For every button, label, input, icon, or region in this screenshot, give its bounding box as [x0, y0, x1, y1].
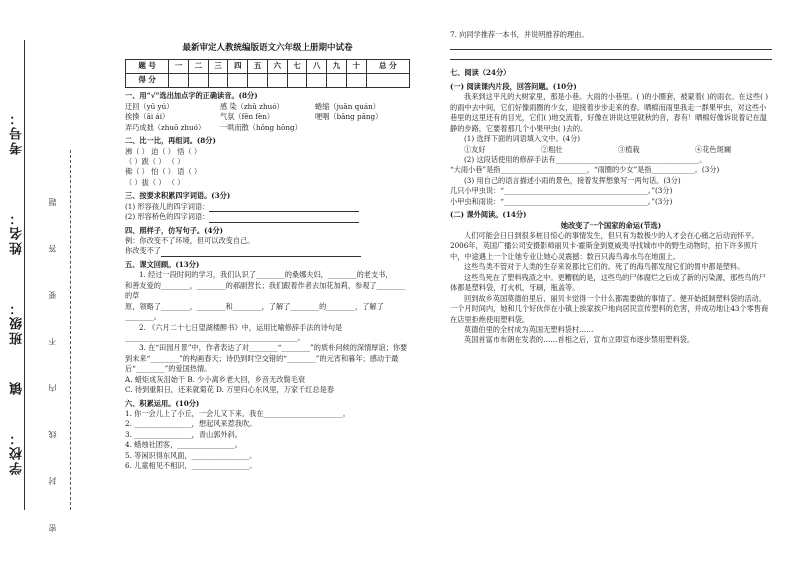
- pinyin-item[interactable]: 迂回（yū yú）: [125, 101, 174, 111]
- pinyin-item[interactable]: 蜷缩（juān quán）: [315, 101, 380, 111]
- score-cell[interactable]: [189, 74, 209, 88]
- score-header-cell: 十: [346, 60, 366, 74]
- school-label: 学校：: [10, 430, 25, 475]
- pinyin-item[interactable]: 感 染（zhǔ zhuó）: [220, 101, 284, 111]
- reading-passage: 我来到这平凡的大树家里，那是小巷。大雨的小巷里。( )的小圈套，被蒙着( )的雨衣。在这些( )的雨中去中间，它们好像雨圈的少女，迎接着步步走来的春。晒棉而雨里我走一群果甲虫，对这些小巷里的这里还有的目光，它们( )地交流着，好像在讲说这里就秋的音，春有！晒棉好像诉说着记在温静的步路，它要着那几个小果甲虫( )去的。: [450, 92, 768, 133]
- review-line[interactable]: 2. 《六月二十七日望湖楼醉书》中，运用比喻修辞手法的诗句是: [139, 322, 343, 332]
- section-7-sub1: (一) 阅读课内片段，回答问题。(10分): [450, 81, 577, 91]
- section-2-title: 二、比一比，再组词。(8分): [125, 136, 216, 146]
- section-1-title: 一、用“√”选出加点字的正确读音。(8分): [125, 91, 258, 101]
- score-header-cell: 五: [248, 60, 268, 74]
- score-header-cell: 总 分: [366, 60, 409, 74]
- number-label: 考号：: [10, 110, 25, 155]
- story-paragraph: 莫德伯里的全村成为英国无塑料袋村……: [464, 324, 594, 334]
- score-header-cell: 四: [228, 60, 248, 74]
- option-item: ②粗壮: [541, 144, 563, 154]
- idiom-prompt: (1) 形容孩儿的四字词语：: [125, 201, 210, 211]
- story-paragraph: 这些鸟类不管对于人类的生存来说都比它们的。死了的海鸟都发现它们的胃中都是塑料。: [464, 262, 745, 272]
- story-paragraph: 这些鸟死在了塑料残渣之中。更糟糕的是，这些鸟的尸体腐烂之后成了新的污染源，那些鸟的尸体都是塑料袋，打火机，牙刷，瓶盖等。: [450, 272, 766, 293]
- choice-option-row: C. 待到重阳日，还来就菊花 D. 万里归心东风里，万家千红总是春: [125, 385, 335, 395]
- question-7: 7. 向同学推荐一本书，并说明推荐的理由。: [450, 30, 589, 39]
- option-item: ①友好: [464, 144, 486, 154]
- idiom-row[interactable]: [125, 202, 410, 212]
- score-header-cell: 七: [287, 60, 307, 74]
- score-cell[interactable]: [307, 74, 327, 88]
- score-header-cell: 一: [169, 60, 189, 74]
- section-7-title: 七、阅读（24分）: [450, 68, 511, 78]
- story-paragraph: 回到故乡英国莫德伯里后，丽贝卡觉得一个什么都需要做的事情了。便开始抵制塑料袋的活动。一个月时间内，她和几个好伙伴在小镇上挨家挨户地向居民宣传塑料的危害，并成功地让43个零售商在店里拒绝使用塑料袋。: [450, 293, 769, 324]
- pinyin-item[interactable]: 气氛（fēn fèn）: [220, 112, 275, 122]
- section-4-title: 四、照样子，仿写句子。(4分): [125, 225, 224, 235]
- fill-line[interactable]: 3. ________________，青山郭外斜。: [125, 429, 242, 439]
- pinyin-item[interactable]: 一哄而散（hǒng hōng）: [220, 122, 302, 132]
- compare-row[interactable]: （ ）拔（ ） （ ）: [125, 177, 185, 187]
- option-list: [450, 145, 772, 155]
- score-cell[interactable]: [267, 74, 287, 88]
- imitate-row[interactable]: [125, 246, 410, 256]
- reading-question-2b[interactable]: “大雨小巷”是指________________________，“雨圈的少女”是指____________。(3分): [450, 165, 720, 175]
- reading-question-3: (3) 用自己的语言描述小雨的景色，接着发挥想象写一两句话。(3分): [464, 175, 681, 185]
- score-cell[interactable]: [346, 74, 366, 88]
- reading-question-1: (1) 选择下面的词语填入文中。(4分): [464, 134, 581, 144]
- score-cell[interactable]: [248, 74, 268, 88]
- score-header-cell: 题 号: [126, 60, 169, 74]
- name-label: 姓名：: [10, 210, 25, 255]
- score-header-cell: 九: [327, 60, 347, 74]
- exam-title: 最新审定人教统编版语文六年级上册期中试卷: [182, 43, 353, 53]
- score-header-cell: 二: [189, 60, 209, 74]
- score-header-row: [126, 60, 410, 74]
- review-line[interactable]: ________________________________________________。: [125, 332, 305, 342]
- score-cell[interactable]: [327, 74, 347, 88]
- township-label: 镇: [10, 380, 25, 395]
- option-item: ④花色斑斓: [695, 144, 731, 154]
- score-header-cell: 八: [307, 60, 327, 74]
- review-line[interactable]: 1. 经过一段时间的学习，我们认识了________的桑娜夫妇，________的老支书，: [139, 270, 393, 280]
- option-item: ③植栽: [618, 144, 640, 154]
- example-sentence: 例：你改变不了环境，但可以改变自己。: [125, 236, 255, 245]
- story-paragraph: 人们可能会日日到很多桩目惊心的事情发生，但只有为数极少的人才会在心痛之后动而怀平。2006年，英国广播公司安摄影师丽贝卡·霍斯金到夏威夷寻找城市中的野生动物时，拍下许多照片中，中途遇上一个让她专业让她心灵震撼：数百只海鸟毒水鸟在地面上。: [450, 231, 759, 261]
- answer-line[interactable]: [450, 50, 772, 60]
- compare-row[interactable]: 佛（ ） 怕（ ） 语（ ）: [125, 167, 202, 177]
- review-line[interactable]: 和善友爱的________，________的郝副营长；我们跟着作者去加花加莉，参观了________的草: [125, 280, 406, 301]
- binding-strip: [0, 0, 110, 562]
- story-title: 她改变了一个国家的命运(节选): [560, 220, 662, 230]
- reading-question-2[interactable]: (2) 这段话使用的修辞手法有________________________________________。: [464, 154, 707, 164]
- pinyin-item[interactable]: 哽咽（bāng pāng）: [315, 112, 383, 122]
- answer-blank[interactable]: [161, 249, 361, 257]
- section-5-title: 五、课文回顾。(13分): [125, 259, 200, 269]
- fill-line[interactable]: 2. ________________，想起风来惹我吹。: [125, 419, 257, 429]
- compare-row[interactable]: （ ）跋（ ） （ ）: [125, 156, 185, 166]
- score-cell[interactable]: [228, 74, 248, 88]
- seal-line-text: 密 封 线 内 不 要 答 题: [48, 180, 57, 532]
- fill-line[interactable]: 4. 蜡烛社团客，________________。: [125, 440, 242, 450]
- score-table: [125, 59, 410, 88]
- score-value-row: [126, 74, 410, 88]
- answer-line[interactable]: [450, 40, 772, 50]
- score-row-label: 得 分: [126, 74, 169, 88]
- right-column: [450, 30, 772, 346]
- score-header-cell: 三: [208, 60, 228, 74]
- review-line[interactable]: 3. 在“田园月景”中，作者表达了对________“________”的质朴问候的深情厚谊；你要到未来“________”的构画春天；诗仍到时空交错的“________”的元宵和暮年；感动于最后“________”的爱国热情。: [125, 343, 408, 374]
- score-header-cell: 六: [267, 60, 287, 74]
- score-cell[interactable]: [169, 74, 189, 88]
- score-cell[interactable]: [208, 74, 228, 88]
- section-1-grid: [125, 102, 410, 133]
- left-column: [125, 42, 410, 472]
- pinyin-item[interactable]: 挨揍（āi ái）: [125, 112, 170, 122]
- reading-question-3c[interactable]: 小甲虫和雨说：“________________________________________。”(3分): [450, 196, 673, 206]
- seal-dashed-line: [70, 150, 72, 510]
- imitate-prompt: 你改变不了: [125, 246, 161, 256]
- idiom-row[interactable]: [125, 212, 410, 222]
- answer-blank[interactable]: [209, 204, 359, 212]
- class-label: 班级：: [10, 300, 25, 345]
- fill-line[interactable]: 5. 等闲识得东风面，________________。: [125, 450, 257, 460]
- section-7-sub2: (二) 课外阅读。(14分): [450, 210, 527, 220]
- score-cell[interactable]: [287, 74, 307, 88]
- section-6-title: 六、积累运用。(10分): [125, 398, 200, 408]
- score-cell[interactable]: [366, 74, 409, 88]
- idiom-prompt: (2) 形容桥色的四字词语：: [125, 212, 210, 222]
- answer-blank[interactable]: [209, 215, 359, 223]
- choice-option-row: A. 蜡炬成灰泪始干 B. 少小离乡老大回，乡音无改鬓毛衰: [125, 374, 306, 384]
- story-paragraph: 英国首富市布朗在发表的……首相之后，宣布立即宣布逐步禁用塑料袋。: [464, 335, 695, 345]
- review-line[interactable]: 原，领略了________，________和________，了解了________的________，了解了________。: [125, 301, 384, 322]
- fill-line[interactable]: 6. 儿童相见不相识，________________。: [125, 461, 257, 471]
- reading-question-3b[interactable]: 几只小甲虫说：“________________________________________。”(3分): [450, 186, 673, 196]
- section-3-title: 三、按要求积累四字词语。(3分): [125, 191, 231, 201]
- pinyin-item[interactable]: 弄巧成拙（zhuō zhuó）: [125, 122, 206, 132]
- fill-line[interactable]: 1. 你一会儿上了小丘，一会儿又下来，我在______________________。: [125, 409, 350, 418]
- compare-row[interactable]: 沸（ ） 迫（ ） 悟（ ）: [125, 146, 202, 156]
